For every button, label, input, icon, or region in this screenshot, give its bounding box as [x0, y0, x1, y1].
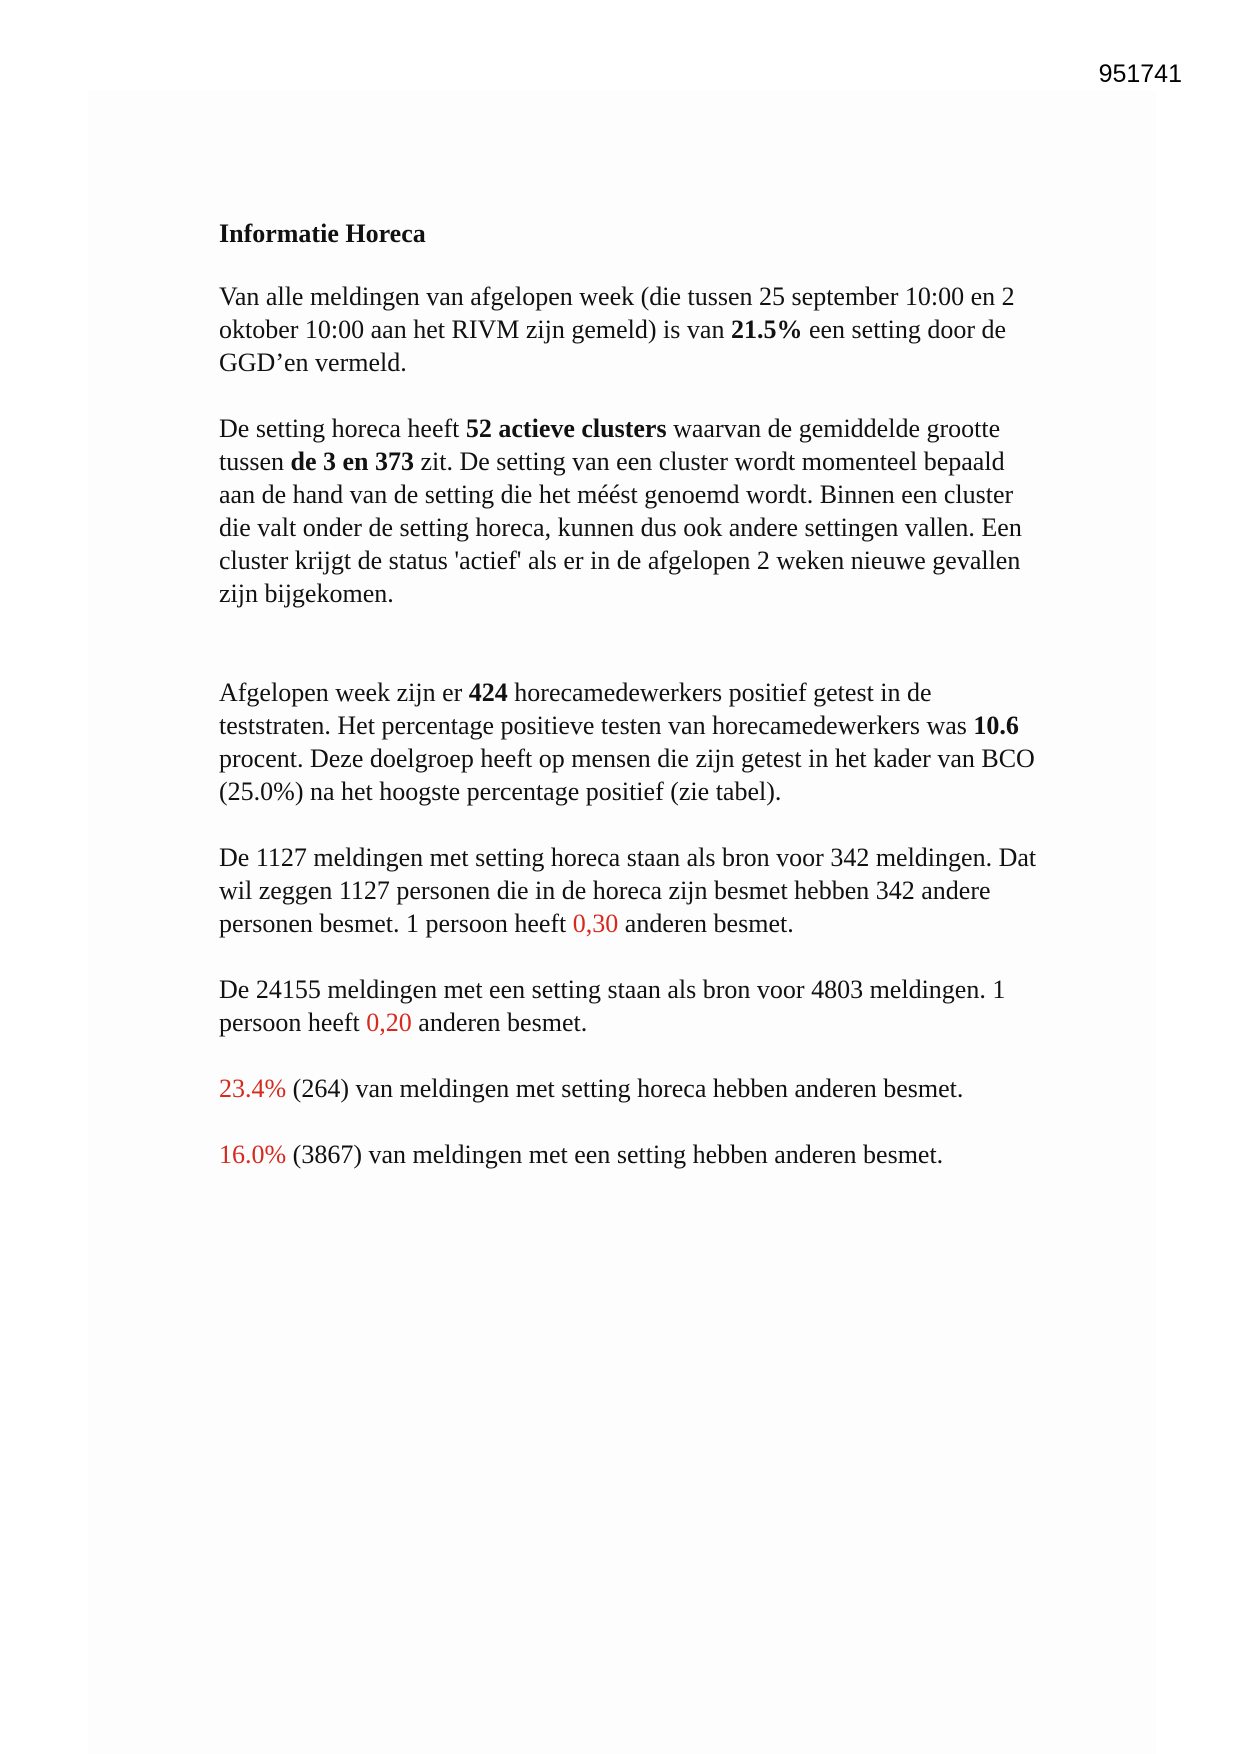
document-body [219, 217, 1039, 1204]
document-id: 951741 [1098, 60, 1182, 88]
p2-clusters: 52 actieve clusters [465, 414, 667, 443]
p4-ratio: 0,30 [572, 909, 619, 938]
paragraph-setting-besmet [219, 1138, 1064, 1171]
p3-count: 424 [468, 678, 508, 707]
p5-ratio: 0,20 [366, 1008, 412, 1037]
p4-text-c: anderen besmet. [618, 909, 794, 938]
paragraph-clusters [219, 412, 1039, 610]
p7-text-b: (3867) van meldingen met een setting hebben anderen besmet. [286, 1140, 944, 1169]
p3-percentage: 10.6 [973, 711, 1019, 740]
paragraph-bron-setting [219, 973, 1039, 1039]
p2-range: de 3 en 373 [290, 447, 414, 476]
p7-percentage: 16.0% [219, 1140, 287, 1169]
p2-text-e: zit. De setting van een cluster wordt momenteel bepaald aan de hand van de setting die het méést genoemd wordt. Binnen een cluster die valt onder de setting horeca, kunnen dus ook andere settingen vallen. Een cluster krijgt de status 'actief' als er in de afgelopen 2 weken nieuwe gevallen zijn bijgekomen. [219, 447, 1022, 608]
paragraph-horeca-besmet [219, 1072, 1039, 1105]
p1-percentage: 21.5% [730, 315, 803, 344]
p1-text-a: Van alle meldingen van afgelopen week (die tussen 25 september 10:00 en 2 oktober 10:00 aan het RIVM zijn gemeld) is van [219, 282, 1015, 344]
paragraph-meldingen-setting [219, 280, 1039, 379]
p3-text-e: procent. Deze doelgroep heeft op mensen die zijn getest in het kader van BCO (25.0%) na het hoogste percentage positief (zie tabel). [219, 744, 1035, 806]
p3-text-c: horecamedewerkers positief getest in de teststraten. Het percentage positieve testen van horecamedewerkers was [219, 678, 974, 740]
p6-percentage: 23.4% [219, 1074, 287, 1103]
p3-text-a: Afgelopen week zijn er [219, 678, 469, 707]
p5-text-a: De 24155 meldingen met een setting staan als bron voor 4803 meldingen. 1 persoon heeft [219, 975, 1006, 1037]
p5-text-c: anderen besmet. [411, 1008, 588, 1037]
paragraph-horecamedewerkers [219, 676, 1039, 808]
p4-text-a: De 1127 meldingen met setting horeca staan als bron voor 342 meldingen. Dat wil zeggen 1127 personen die in de horeca zijn besmet hebben 342 andere personen besmet. 1 persoon heeft [219, 843, 1037, 938]
paragraph-bron-horeca [219, 841, 1039, 940]
p1-text-c: een setting door de GGD’en vermeld. [219, 315, 1007, 377]
p2-text-c: waarvan de gemiddelde grootte tussen [219, 414, 1001, 476]
document-title: Informatie Horeca [219, 219, 426, 248]
p6-text-b: (264) van meldingen met setting horeca hebben anderen besmet. [286, 1074, 964, 1103]
p2-text-a: De setting horeca heeft [219, 414, 466, 443]
